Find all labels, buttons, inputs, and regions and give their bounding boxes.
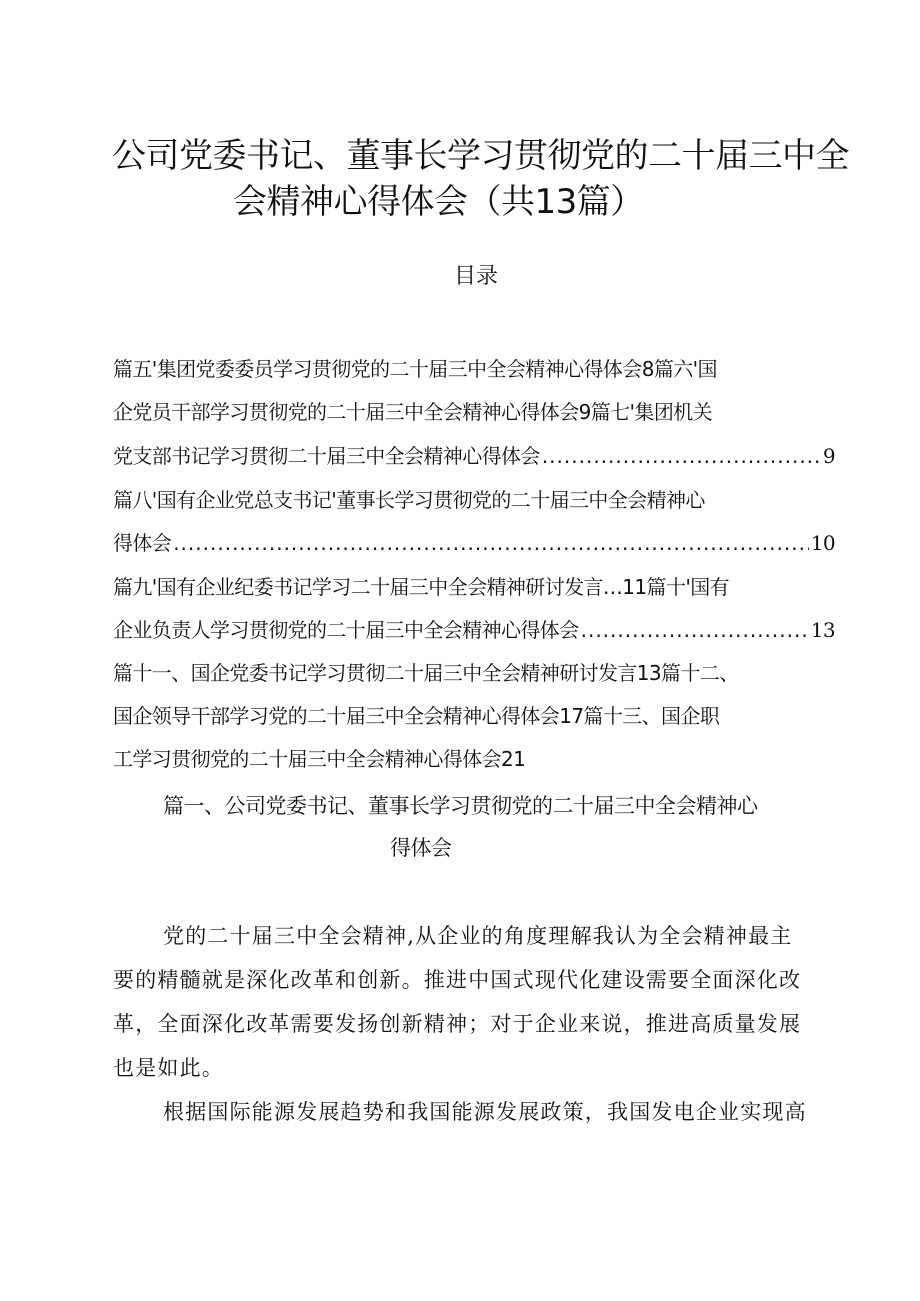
toc-line-10: 工学习贯彻党的二十届三中全会精神心得体会21 <box>113 747 526 771</box>
toc-leader-dots <box>581 617 809 643</box>
toc-line-1: 篇五'集团党委委员学习贯彻党的二十届三中全会精神心得体会8篇六'国 <box>113 357 717 381</box>
toc-page-number: 10 <box>810 531 835 555</box>
document-title-line-1: 公司党委书记、董事长学习贯彻党的二十届三中全 <box>112 136 849 176</box>
toc-line-5 <box>113 530 835 556</box>
toc-line-3 <box>113 443 835 469</box>
body-paragraph-1-line-4: 也是如此。 <box>113 1056 224 1080</box>
document-title-line-2: 会精神心得体会（共13篇） <box>233 182 644 222</box>
toc-leader-dots <box>173 530 809 556</box>
toc-leader-dots <box>542 443 821 469</box>
body-paragraph-1-line-3: 革，全面深化改革需要发扬创新精神；对于企业来说，推进高质量发展 <box>113 1012 802 1036</box>
toc-line-6: 篇九'国有企业纪委书记学习二十届三中全会精神研讨发言…11篇十'国有 <box>113 575 730 599</box>
toc-entry-text: 得体会 <box>113 531 172 555</box>
toc-line-2: 企党员干部学习贯彻党的二十届三中全会精神心得体会9篇七'集团机关 <box>113 400 713 424</box>
toc-line-4: 篇八'国有企业党总支书记'董事长学习贯彻党的二十届三中全会精神心 <box>113 488 705 512</box>
body-paragraph-1-line-2: 要的精髓就是深化改革和创新。推进中国式现代化建设需要全面深化改 <box>113 968 802 992</box>
toc-entry-text: 企业负责人学习贯彻党的二十届三中全会精神心得体会 <box>113 618 579 642</box>
toc-line-9: 国企领导干部学习党的二十届三中全会精神心得体会17篇十三、国企职 <box>113 704 720 728</box>
toc-page-number: 13 <box>810 618 835 642</box>
toc-page-number: 9 <box>822 444 835 468</box>
toc-line-7 <box>113 617 835 643</box>
section-heading-line-1: 篇一、公司党委书记、董事长学习贯彻党的二十届三中全会精神心 <box>163 794 758 818</box>
toc-entry-text: 党支部书记学习贯彻二十届三中全会精神心得体会 <box>113 444 540 468</box>
toc-line-8: 篇十一、国企党委书记学习贯彻二十届三中全会精神研讨发言13篇十二、 <box>113 661 739 685</box>
body-paragraph-2-line-1: 根据国际能源发展趋势和我国能源发展政策，我国发电企业实现高 <box>163 1100 807 1124</box>
toc-heading: 目录 <box>454 264 499 289</box>
body-paragraph-1-line-1: 党的二十届三中全会精神,从企业的角度理解我认为全会精神最主 <box>163 924 793 948</box>
section-heading-line-2: 得体会 <box>390 836 452 860</box>
